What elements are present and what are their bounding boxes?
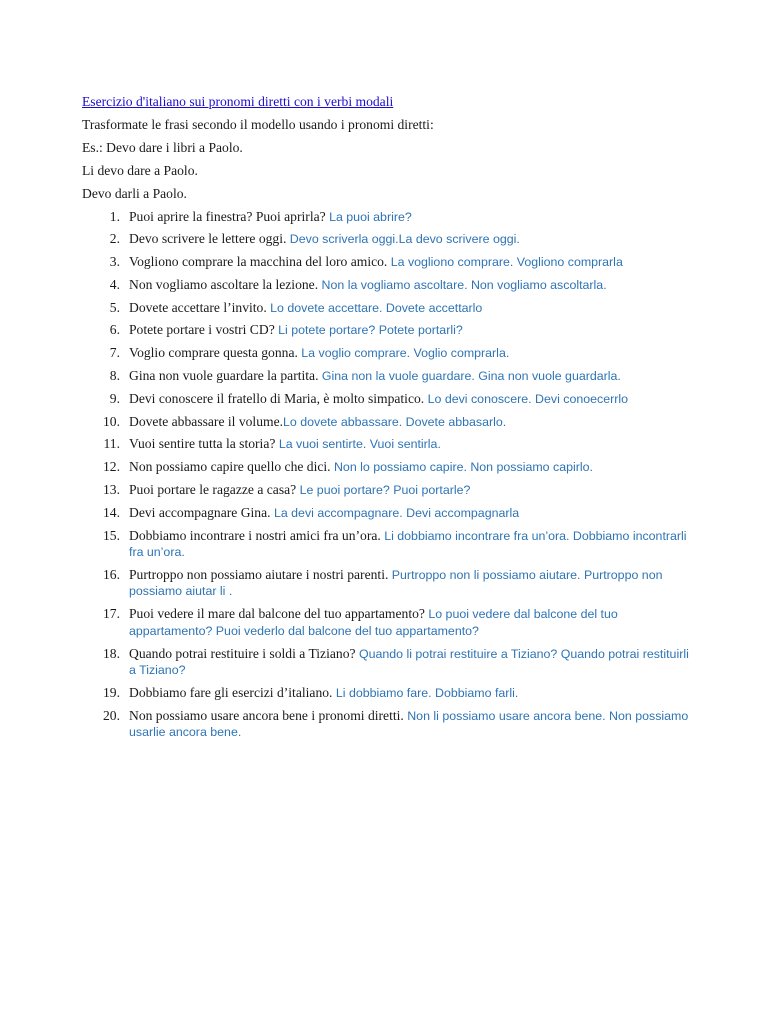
- exercise-list: [82, 209, 692, 741]
- exercise-number: 7.: [109, 345, 120, 361]
- exercise-item: [82, 300, 692, 317]
- exercise-item: [82, 322, 692, 339]
- exercise-question: Gina non vuole guardare la partita.: [129, 368, 322, 384]
- exercise-question: Puoi vedere il mare dal balcone del tuo appartamento?: [129, 606, 429, 622]
- exercise-answer: La vogliono comprare. Vogliono comprarla: [390, 255, 623, 270]
- exercise-question: Non vogliamo ascoltare la lezione.: [129, 276, 322, 292]
- exercise-answer: Lo puoi vedere dal balcone del tuo appartamento? Puoi vederlo dal balcone del tuo appartamento?: [129, 607, 618, 638]
- exercise-answer: Li potete portare? Potete portarli?: [278, 323, 463, 338]
- exercise-number: 14.: [103, 504, 120, 520]
- exercise-number: 13.: [103, 482, 120, 498]
- example-answer-1: Li devo dare a Paolo.: [82, 162, 198, 178]
- exercise-answer: La devi accompagnare. Devi accompagnarla: [273, 505, 520, 520]
- exercise-answer: Non la vogliamo ascoltare. Non vogliamo ascoltarla.: [321, 277, 607, 292]
- exercise-answer: Lo dovete abbassare. Dovete abbasarlo.: [283, 414, 507, 429]
- exercise-answer: Purtroppo non li possiamo aiutare. Purtroppo non possiamo aiutar li .: [129, 567, 663, 599]
- exercise-question: Vuoi sentire tutta la storia?: [129, 436, 279, 452]
- exercise-number: 3.: [109, 254, 120, 270]
- exercise-number: 8.: [109, 368, 120, 384]
- instruction-text: Trasformate le frasi secondo il modello usando i pronomi diretti:: [82, 116, 434, 132]
- exercise-item: [82, 345, 692, 362]
- exercise-number: 18.: [103, 645, 120, 661]
- exercise-answer: La vuoi sentirte. Vuoi sentirla.: [278, 437, 441, 452]
- exercise-question: Non possiamo usare ancora bene i pronomi diretti.: [129, 707, 408, 723]
- exercise-number: 20.: [103, 707, 120, 723]
- exercise-answer: Non li possiamo usare ancora bene. Non possiamo usarlie ancora bene.: [129, 708, 689, 740]
- exercise-answer: Quando li potrai restituire a Tiziano? Quando potrai restituirli a Tiziano?: [129, 646, 689, 678]
- exercise-question: Quando potrai restituire i soldi a Tiziano?: [129, 645, 359, 661]
- exercise-item: [82, 482, 692, 499]
- exercise-number: 12.: [103, 459, 120, 475]
- exercise-question: Dobbiamo fare gli esercizi d’italiano.: [129, 684, 336, 700]
- exercise-answer: Li dobbiamo fare. Dobbiamo farli.: [335, 685, 519, 700]
- title-link[interactable]: Esercizio d'italiano sui pronomi diretti con i verbi modali: [82, 94, 394, 109]
- exercise-number: 16.: [103, 566, 120, 582]
- exercise-number: 1.: [109, 208, 120, 224]
- document-body: [82, 94, 692, 747]
- exercise-answer: Lo dovete accettare. Dovete accettarlo: [270, 300, 483, 315]
- exercise-question: Vogliono comprare la macchina del loro amico.: [129, 254, 391, 270]
- exercise-question: Dovete accettare l’invito.: [129, 299, 271, 315]
- exercise-answer: La voglio comprare. Voglio comprarla.: [301, 346, 510, 361]
- exercise-number: 2.: [109, 231, 120, 247]
- exercise-number: 5.: [109, 299, 120, 315]
- exercise-item: [82, 606, 692, 639]
- exercise-number: 11.: [103, 436, 120, 452]
- exercise-question: Non possiamo capire quello che dici.: [129, 459, 334, 475]
- example-answer-2: Devo darli a Paolo.: [82, 185, 187, 201]
- exercise-question: Puoi portare le ragazze a casa?: [129, 482, 300, 498]
- exercise-number: 19.: [103, 684, 120, 700]
- exercise-item: [82, 646, 692, 679]
- exercise-answer: Le puoi portare? Puoi portarle?: [299, 483, 471, 498]
- exercise-question: Devo scrivere le lettere oggi.: [129, 231, 290, 247]
- exercise-number: 10.: [103, 413, 120, 429]
- exercise-question: Devi conoscere il fratello di Maria, è molto simpatico.: [129, 390, 428, 406]
- exercise-item: [82, 505, 692, 522]
- exercise-number: 15.: [103, 527, 120, 543]
- exercise-question: Devi accompagnare Gina.: [129, 504, 274, 520]
- exercise-item: [82, 685, 692, 702]
- example-sentence: Es.: Devo dare i libri a Paolo.: [82, 139, 243, 155]
- exercise-answer: La puoi abrire?: [329, 209, 412, 224]
- exercise-question: Dobbiamo incontrare i nostri amici fra un’ora.: [129, 527, 385, 543]
- exercise-item: [82, 708, 692, 741]
- exercise-answer: Devo scriverla oggi.La devo scrivere oggi.: [289, 232, 520, 247]
- exercise-number: 17.: [103, 606, 120, 622]
- exercise-question: Puoi aprire la finestra? Puoi aprirla?: [129, 208, 330, 224]
- exercise-answer: Non lo possiamo capire. Non possiamo capirlo.: [333, 460, 593, 475]
- exercise-question: Dovete abbassare il volume.: [129, 413, 284, 429]
- exercise-item: [82, 391, 692, 408]
- exercise-item: [82, 368, 692, 385]
- exercise-question: Voglio comprare questa gonna.: [129, 345, 302, 361]
- exercise-item: [82, 231, 692, 248]
- exercise-item: [82, 436, 692, 453]
- exercise-item: [82, 567, 692, 600]
- exercise-number: 9.: [109, 390, 120, 406]
- exercise-item: [82, 528, 692, 561]
- exercise-question: Purtroppo non possiamo aiutare i nostri parenti.: [129, 566, 392, 582]
- exercise-question: Potete portare i vostri CD?: [129, 322, 279, 338]
- exercise-item: [82, 277, 692, 294]
- exercise-number: 6.: [109, 322, 120, 338]
- exercise-item: [82, 254, 692, 271]
- exercise-number: 4.: [109, 276, 120, 292]
- exercise-answer: Li dobbiamo incontrare fra un’ora. Dobbiamo incontrarli fra un’ora.: [129, 528, 687, 560]
- exercise-answer: Lo devi conoscere. Devi conoecerrlo: [427, 391, 629, 406]
- exercise-answer: Gina non la vuole guardare. Gina non vuole guardarla.: [321, 369, 621, 384]
- exercise-item: [82, 209, 692, 226]
- exercise-item: [82, 459, 692, 476]
- exercise-item: [82, 414, 692, 431]
